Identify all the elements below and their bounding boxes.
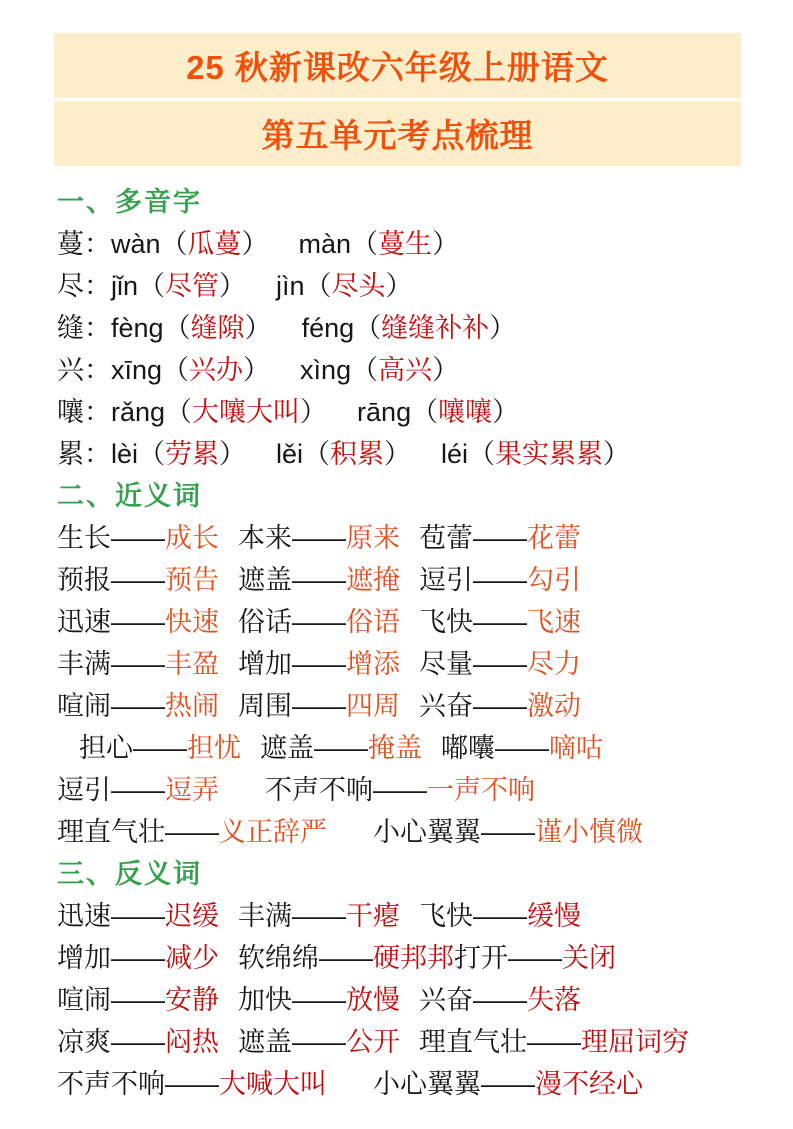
word-pair (57, 601, 238, 643)
close-paren: ） (243, 355, 271, 385)
pair-dash: —— (481, 1069, 535, 1099)
section-heading: 三、反义词 (57, 859, 202, 889)
open-paren: （ (138, 439, 166, 469)
pair-left-word: 生长 (57, 523, 111, 553)
pair-left-word: 俗话 (238, 607, 292, 637)
pair-right-word: 大喊大叫 (219, 1069, 327, 1099)
pair-right-word: 遮掩 (346, 565, 400, 595)
pair-dash: —— (111, 1027, 165, 1057)
word-pair (419, 979, 600, 1021)
pinyin-reading (441, 439, 630, 469)
pair-right-word: 掩盖 (368, 733, 422, 763)
word-pair (419, 643, 600, 685)
pinyin-reading (299, 229, 460, 259)
word-pair (419, 601, 600, 643)
word-pair (238, 937, 454, 979)
word-pair (238, 1021, 419, 1063)
colon-punct: ： (84, 229, 111, 259)
polyphonic-line (57, 433, 757, 475)
pinyin-reading (276, 271, 413, 301)
word-pair (419, 685, 600, 727)
example-word: 嚷嚷 (438, 397, 493, 427)
open-paren: （ (468, 439, 496, 469)
polyphonic-char: 累 (57, 439, 84, 469)
open-paren: （ (162, 355, 190, 385)
pair-dash: —— (292, 901, 346, 931)
pair-dash: —— (292, 565, 346, 595)
pinyin: xìng (300, 355, 352, 385)
word-pair (57, 811, 327, 853)
pinyin: xīng (111, 355, 163, 385)
example-word: 兴办 (189, 355, 244, 385)
close-paren: ） (492, 397, 520, 427)
pair-dash: —— (481, 817, 535, 847)
pair-right-word: 四周 (346, 691, 400, 721)
polyphonic-line (57, 349, 757, 391)
polyphonic-line (57, 265, 757, 307)
pinyin-reading (111, 355, 270, 385)
polyphonic-line (57, 391, 757, 433)
close-paren: ） (432, 355, 460, 385)
word-pair (373, 1063, 643, 1105)
word-pair-row (57, 517, 757, 559)
pair-right-word: 飞速 (527, 607, 581, 637)
word-pair-row (57, 727, 757, 769)
open-paren: （ (303, 439, 331, 469)
pair-dash: —— (527, 1027, 581, 1057)
pair-left-word: 周围 (238, 691, 292, 721)
example-word: 尽头 (331, 271, 386, 301)
pinyin: lèi (111, 439, 139, 469)
polyphonic-char: 尽 (57, 271, 84, 301)
banner-line-1 (54, 33, 741, 98)
close-paren: ） (219, 439, 247, 469)
polyphonic-line (57, 307, 757, 349)
section (57, 475, 757, 853)
pair-left-word: 理直气壮 (57, 817, 165, 847)
close-paren: ） (219, 271, 247, 301)
pair-dash: —— (473, 607, 527, 637)
word-pair-row (57, 643, 757, 685)
colon-punct: ： (84, 313, 111, 343)
pair-right-word: 减少 (165, 943, 219, 973)
pair-right-word: 关闭 (562, 943, 616, 973)
pair-right-word: 尽力 (527, 649, 581, 679)
pair-left-word: 尽量 (419, 649, 473, 679)
pair-right-word: 一声不响 (427, 775, 535, 805)
example-word: 缝隙 (190, 313, 245, 343)
word-pair-row (57, 895, 757, 937)
pinyin: rǎng (111, 397, 166, 427)
banner-line-2 (54, 101, 741, 166)
word-pair (419, 559, 600, 601)
word-pair-row (57, 1021, 757, 1063)
word-pair-row (57, 559, 757, 601)
close-paren: ） (241, 229, 269, 259)
pinyin-reading (276, 439, 411, 469)
pair-left-word: 遮盖 (260, 733, 314, 763)
pinyin: lěi (276, 439, 304, 469)
word-pair (238, 979, 419, 1021)
pair-right-word: 安静 (165, 985, 219, 1015)
pair-dash: —— (292, 649, 346, 679)
pair-left-word: 小心翼翼 (373, 1069, 481, 1099)
pair-left-word: 不声不响 (57, 1069, 165, 1099)
pair-left-word: 飞快 (419, 901, 473, 931)
pair-right-word: 逗弄 (165, 775, 219, 805)
pair-dash: —— (473, 649, 527, 679)
colon-punct: ： (84, 439, 111, 469)
word-pair (57, 559, 238, 601)
pair-right-word: 增添 (346, 649, 400, 679)
pinyin: wàn (111, 229, 161, 259)
example-word: 缝缝补补 (381, 313, 490, 343)
pinyin: fèng (111, 313, 164, 343)
colon-punct: ： (84, 397, 111, 427)
pinyin: jǐn (111, 271, 139, 301)
pair-left-word: 小心翼翼 (373, 817, 481, 847)
open-paren: （ (354, 313, 382, 343)
pair-left-word: 加快 (238, 985, 292, 1015)
polyphonic-char: 蔓 (57, 229, 84, 259)
pair-left-word: 飞快 (419, 607, 473, 637)
word-pair (419, 1021, 689, 1063)
pair-right-word: 丰盈 (165, 649, 219, 679)
pair-dash: —— (292, 607, 346, 637)
pair-left-word: 打开 (454, 943, 508, 973)
pair-left-word: 丰满 (57, 649, 111, 679)
word-pair (57, 1063, 327, 1105)
pair-right-word: 嘀咕 (549, 733, 603, 763)
pinyin-reading (111, 397, 327, 427)
pair-dash: —— (508, 943, 562, 973)
open-paren: （ (165, 397, 193, 427)
pinyin: màn (298, 229, 352, 259)
pair-left-word: 喧闹 (57, 691, 111, 721)
word-pair (57, 1021, 238, 1063)
pair-dash: —— (373, 775, 427, 805)
pair-right-word: 谨小慎微 (535, 817, 643, 847)
pair-right-word: 原来 (346, 523, 400, 553)
pair-left-word: 迅速 (57, 607, 111, 637)
example-word: 高兴 (378, 355, 433, 385)
pair-dash: —— (165, 1069, 219, 1099)
word-pair (260, 727, 441, 769)
word-pair-row (57, 979, 757, 1021)
pair-left-word: 嘟囔 (441, 733, 495, 763)
word-pair (454, 937, 635, 979)
open-paren: （ (138, 271, 166, 301)
example-word: 积累 (330, 439, 385, 469)
close-paren: ） (603, 439, 631, 469)
pinyin-reading (302, 313, 517, 343)
example-word: 尽管 (165, 271, 220, 301)
pair-left-word: 增加 (238, 649, 292, 679)
pair-left-word: 凉爽 (57, 1027, 111, 1057)
page-subtitle: 第五单元考点梳理 (261, 117, 534, 154)
open-paren: （ (163, 313, 191, 343)
open-paren: （ (351, 229, 379, 259)
pair-dash: —— (292, 523, 346, 553)
pair-left-word: 兴奋 (419, 985, 473, 1015)
polyphonic-char: 缝 (57, 313, 84, 343)
pair-right-word: 缓慢 (527, 901, 581, 931)
close-paren: ） (244, 313, 272, 343)
word-pair (238, 685, 419, 727)
word-pair (373, 811, 643, 853)
word-pair-row (57, 685, 757, 727)
pair-dash: —— (292, 1027, 346, 1057)
word-pair (238, 517, 419, 559)
pair-left-word: 理直气壮 (419, 1027, 527, 1057)
word-pair (57, 517, 238, 559)
pair-dash: —— (111, 691, 165, 721)
close-paren: ） (489, 313, 517, 343)
pinyin-reading (111, 439, 246, 469)
pair-left-word: 软绵绵 (238, 943, 319, 973)
close-paren: ） (300, 397, 328, 427)
word-pair-row (57, 811, 757, 853)
close-paren: ） (384, 439, 412, 469)
section (57, 853, 757, 1105)
pair-right-word: 硬邦邦 (373, 943, 454, 973)
polyphonic-char: 兴 (57, 355, 84, 385)
pinyin-reading (357, 397, 519, 427)
pair-dash: —— (111, 565, 165, 595)
pair-left-word: 预报 (57, 565, 111, 595)
section-heading: 一、多音字 (57, 187, 202, 217)
close-paren: ） (385, 271, 413, 301)
pair-right-word: 理屈词穷 (581, 1027, 689, 1057)
pair-dash: —— (314, 733, 368, 763)
pinyin: rāng (357, 397, 412, 427)
pair-left-word: 逗引 (57, 775, 111, 805)
pair-dash: —— (111, 649, 165, 679)
example-word: 大嚷大叫 (192, 397, 301, 427)
pair-left-word: 喧闹 (57, 985, 111, 1015)
title-banner (54, 33, 741, 166)
word-pair (57, 895, 238, 937)
pair-left-word: 遮盖 (238, 565, 292, 595)
word-pair (79, 727, 260, 769)
pair-dash: —— (473, 565, 527, 595)
pair-dash: —— (473, 985, 527, 1015)
open-paren: （ (351, 355, 379, 385)
pair-dash: —— (473, 901, 527, 931)
pair-right-word: 干瘪 (346, 901, 400, 931)
pair-right-word: 公开 (346, 1027, 400, 1057)
pinyin-reading (300, 355, 459, 385)
pair-right-word: 闷热 (165, 1027, 219, 1057)
word-pair (57, 685, 238, 727)
pair-dash: —— (111, 775, 165, 805)
word-pair-row (57, 937, 757, 979)
word-pair (238, 559, 419, 601)
word-pair (238, 895, 419, 937)
section-heading: 二、近义词 (57, 481, 202, 511)
pair-dash: —— (111, 523, 165, 553)
word-pair (57, 979, 238, 1021)
pair-dash: —— (133, 733, 187, 763)
pair-dash: —— (111, 985, 165, 1015)
pinyin-reading (111, 229, 269, 259)
pair-left-word: 担心 (79, 733, 133, 763)
pair-dash: —— (111, 607, 165, 637)
pair-left-word: 遮盖 (238, 1027, 292, 1057)
pair-right-word: 成长 (165, 523, 219, 553)
close-paren: ） (432, 229, 460, 259)
pair-right-word: 担忧 (187, 733, 241, 763)
word-pair (238, 643, 419, 685)
word-pair-row (57, 1063, 757, 1105)
pair-right-word: 俗语 (346, 607, 400, 637)
pair-right-word: 放慢 (346, 985, 400, 1015)
word-pair (238, 601, 419, 643)
word-pair (419, 895, 600, 937)
pair-left-word: 苞蕾 (419, 523, 473, 553)
example-word: 蔓生 (378, 229, 433, 259)
page-title: 25 秋新课改六年级上册语文 (186, 49, 609, 86)
pair-dash: —— (473, 523, 527, 553)
section (57, 181, 757, 475)
pair-right-word: 花蕾 (527, 523, 581, 553)
pinyin-reading (111, 271, 246, 301)
open-paren: （ (160, 229, 188, 259)
pair-left-word: 增加 (57, 943, 111, 973)
pair-left-word: 不声不响 (265, 775, 373, 805)
word-pair (419, 517, 600, 559)
pair-right-word: 义正辞严 (219, 817, 327, 847)
word-pair (57, 769, 219, 811)
content (0, 166, 793, 1129)
word-pair (265, 769, 535, 811)
word-pair (57, 937, 238, 979)
word-pair-row (57, 769, 757, 811)
pair-right-word: 快速 (165, 607, 219, 637)
colon-punct: ： (84, 271, 111, 301)
pair-dash: —— (292, 985, 346, 1015)
pinyin-reading (111, 313, 272, 343)
pair-right-word: 勾引 (527, 565, 581, 595)
pair-right-word: 漫不经心 (535, 1069, 643, 1099)
word-pair (441, 727, 622, 769)
pair-dash: —— (495, 733, 549, 763)
pair-right-word: 预告 (165, 565, 219, 595)
pair-dash: —— (292, 691, 346, 721)
pair-left-word: 丰满 (238, 901, 292, 931)
pinyin: féng (301, 313, 355, 343)
colon-punct: ： (84, 355, 111, 385)
pair-left-word: 本来 (238, 523, 292, 553)
pair-right-word: 迟缓 (165, 901, 219, 931)
pair-dash: —— (111, 901, 165, 931)
word-pair-row (57, 601, 757, 643)
pair-right-word: 热闹 (165, 691, 219, 721)
example-word: 果实累累 (495, 439, 604, 469)
pair-dash: —— (319, 943, 373, 973)
pair-left-word: 逗引 (419, 565, 473, 595)
pair-dash: —— (111, 943, 165, 973)
open-paren: （ (304, 271, 332, 301)
pair-dash: —— (473, 691, 527, 721)
word-pair (57, 643, 238, 685)
pair-right-word: 失落 (527, 985, 581, 1015)
pair-dash: —— (165, 817, 219, 847)
example-word: 瓜蔓 (187, 229, 242, 259)
polyphonic-line (57, 223, 757, 265)
pair-right-word: 激动 (527, 691, 581, 721)
pair-left-word: 兴奋 (419, 691, 473, 721)
open-paren: （ (411, 397, 439, 427)
polyphonic-char: 嚷 (57, 397, 84, 427)
pair-left-word: 迅速 (57, 901, 111, 931)
pinyin: jìn (276, 271, 305, 301)
example-word: 劳累 (165, 439, 220, 469)
pinyin: léi (441, 439, 469, 469)
